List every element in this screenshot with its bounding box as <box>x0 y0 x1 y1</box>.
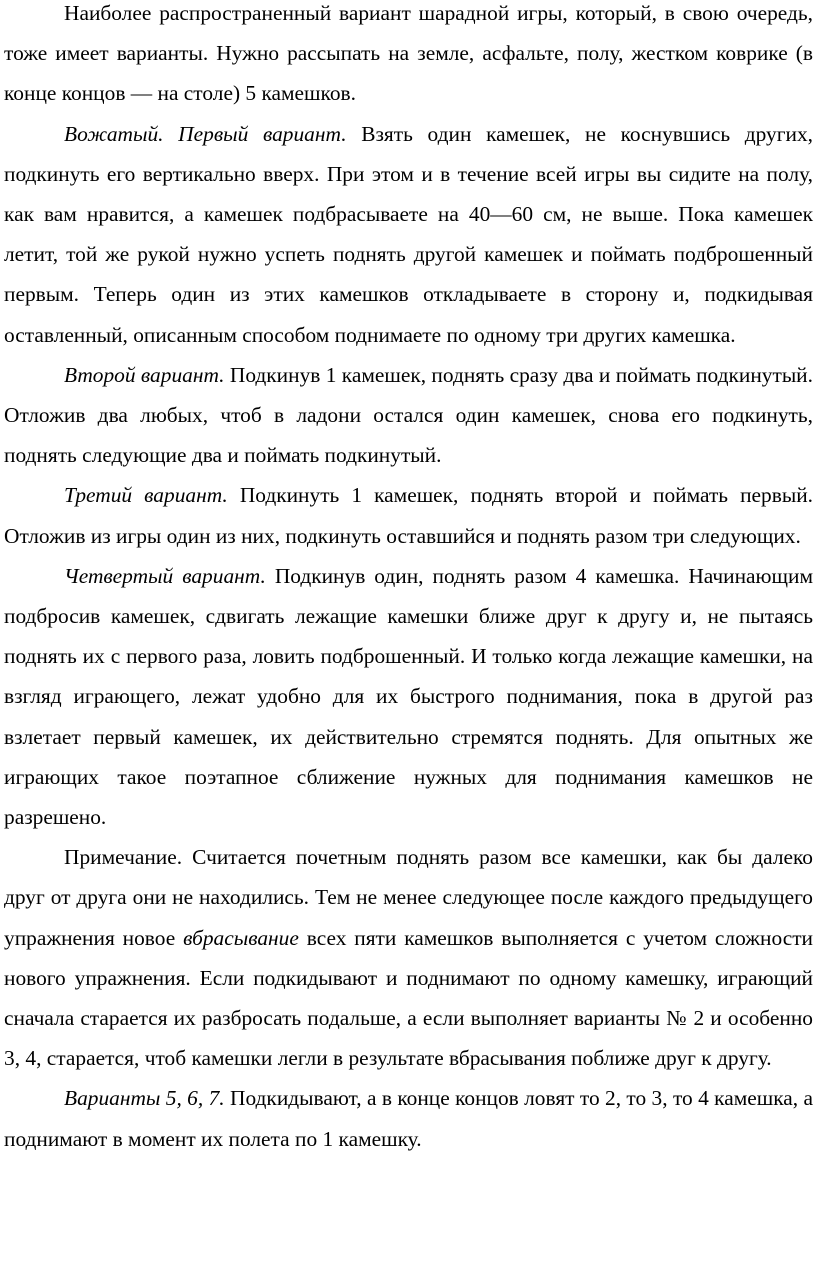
paragraph-lead: Вожатый. Первый вариант. <box>64 121 347 146</box>
paragraph-lead: Варианты 5, 6, 7. <box>64 1086 225 1111</box>
paragraph-variant-4 <box>4 556 813 837</box>
paragraph-variants-5-6-7 <box>4 1078 813 1158</box>
paragraph-variant-1 <box>4 114 813 355</box>
paragraph-lead: Второй вариант. <box>64 362 225 387</box>
paragraph-text: Подкинув 1 камешек, поднять сразу два и поймать подкинутый. Отложив два любых, чтоб в ладони остался один камешек, снова его подкинуть, поднять следующие два и поймать подкинутый. <box>4 362 813 468</box>
paragraph-text: Подкидывают, а в конце концов ловят то 2, то 3, то 4 камешка, а поднимают в момент их полета по 1 камешку. <box>4 1086 813 1151</box>
paragraph-text: Наиболее распространенный вариант шарадной игры, который, в свою очередь, тоже имеет варианты. Нужно рассыпать на земле, асфальте, полу, жестком коврике (в конце концов — на столе) 5 камешков. <box>4 1 813 106</box>
paragraph-text: Взять один камешек, не коснувшись других, подкинуть его вертикально вверх. При этом и в течение всей игры вы сидите на полу, как вам нравится, а камешек подбрасываете на 40—60 см, не выше. Пока камешек летит, той же рукой нужно успеть поднять другой камешек и поймать подброшенный первым. Теперь один из этих камешков откладываете в сторону и, подкидывая оставленный, описанным способом поднимаете по одному три других камешка. <box>4 121 813 347</box>
paragraph-lead: Третий вариант. <box>64 483 228 508</box>
paragraph-intro <box>4 0 813 114</box>
paragraph-lead: Четвертый вариант. <box>64 563 266 588</box>
paragraph-variant-2 <box>4 355 813 476</box>
paragraph-italic-word: вбрасывание <box>183 925 299 950</box>
paragraph-text: всех пяти камешков выполняется с учетом сложности нового упражнения. Если подкидывают и поднимают по одному камешку, играющий сначала старается их разбросать подальше, а если выполняет варианты № 2 и особенно 3, 4, старается, чтоб камешки легли в результате вбрасывания поближе друг к другу. <box>4 925 813 1071</box>
paragraph-variant-3 <box>4 475 813 555</box>
paragraph-note <box>4 837 813 1078</box>
paragraph-text: Подкинуть 1 камешек, поднять второй и поймать первый. Отложив из игры один из них, подкинуть оставшийся и поднять разом три следующих. <box>4 483 813 548</box>
paragraph-text: Подкинув один, поднять разом 4 камешка. Начинающим подбросив камешек, сдвигать лежащие камешки ближе друг к другу и, не пытаясь поднять их с первого раза, ловить подброшенный. И только когда лежащие камешки, на взгляд играющего, лежат удобно для их быстрого поднимания, пока в другой раз взлетает первый камешек, их действительно стремятся поднять. Для опытных же играющих такое поэтапное сближение нужных для поднимания камешков не разрешено. <box>4 563 813 830</box>
paragraph-text: Примечание. Считается почетным поднять разом все камешки, как бы далеко друг от друга они не находились. Тем не менее следующее после каждого предыдущего упражнения новое <box>4 845 813 950</box>
